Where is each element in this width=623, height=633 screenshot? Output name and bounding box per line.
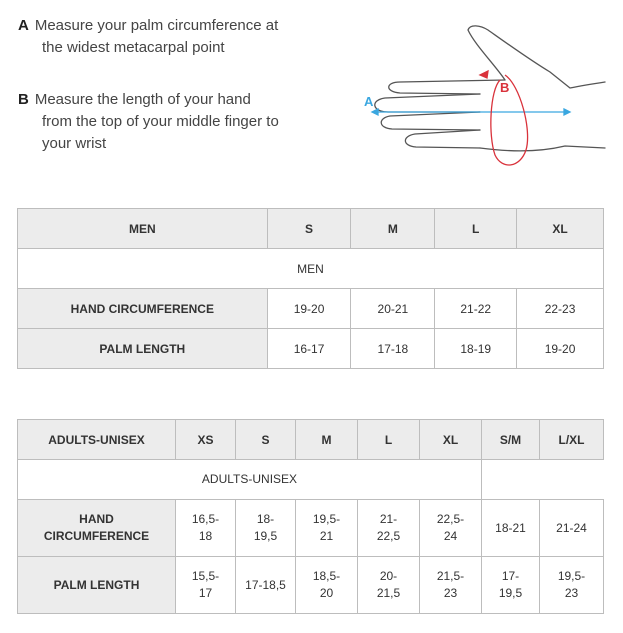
table-cell: [420, 500, 482, 557]
cell-line: 19,5-: [557, 569, 586, 583]
table-row: [18, 289, 604, 329]
unisex-header-cell: M: [296, 420, 358, 460]
unisex-header-cell: XL: [420, 420, 482, 460]
unisex-section-row: [18, 460, 604, 500]
table-row: [18, 557, 604, 614]
instruction-b: [18, 89, 279, 155]
cell-line: 15,5-: [191, 569, 220, 583]
cell-line: 19,5: [498, 586, 523, 600]
table-cell: 17-18,5: [236, 557, 296, 614]
table-cell: 18-19: [435, 329, 517, 369]
unisex-header-cell: L: [358, 420, 420, 460]
cell-line: 21,5: [376, 586, 401, 600]
cell-line: 17-: [501, 569, 520, 583]
table-cell: 22-23: [517, 289, 604, 329]
men-header-row: [18, 209, 604, 249]
table-cell: [296, 500, 358, 557]
table-cell: [358, 500, 420, 557]
empty-cell: [482, 460, 604, 500]
instruction-a-line1: Measure your palm circumference at: [34, 17, 279, 34]
hand-outline-icon: [375, 26, 605, 151]
table-cell: 21-24: [540, 500, 604, 557]
table-row: [18, 329, 604, 369]
table-cell: [176, 500, 236, 557]
cell-line: 20-: [379, 569, 398, 583]
table-cell: 19-20: [517, 329, 604, 369]
instruction-a-line2: the widest metacarpal point: [42, 39, 225, 56]
instruction-a-letter: A: [18, 17, 29, 34]
cell-line: 19,5-: [312, 512, 341, 526]
cell-line: 21-: [379, 512, 398, 526]
unisex-header-row: [18, 420, 604, 460]
unisex-header-cell: S/M: [482, 420, 540, 460]
men-section-label: MEN: [18, 249, 604, 289]
cell-line: 18,5-: [312, 569, 341, 583]
row-label: HAND CIRCUMFERENCE: [18, 289, 268, 329]
table-cell: 20-21: [351, 289, 435, 329]
unisex-header-cell: ADULTS-UNISEX: [18, 420, 176, 460]
table-cell: [296, 557, 358, 614]
cell-line: 19,5: [253, 529, 278, 543]
cell-line: 21: [319, 529, 334, 543]
men-header-cell: XL: [517, 209, 604, 249]
unisex-size-table: [17, 419, 604, 614]
men-header-cell: MEN: [18, 209, 268, 249]
cell-line: 21,5-: [436, 569, 465, 583]
cell-line: 23: [564, 586, 579, 600]
men-size-table: [17, 208, 604, 369]
table-cell: 21-22: [435, 289, 517, 329]
cell-line: 23: [443, 586, 458, 600]
men-header-cell: L: [435, 209, 517, 249]
cell-line: 16,5-: [191, 512, 220, 526]
men-header-cell: M: [351, 209, 435, 249]
cell-line: 18: [198, 529, 213, 543]
table-cell: [358, 557, 420, 614]
table-row: [18, 500, 604, 557]
unisex-header-cell: S: [236, 420, 296, 460]
cell-line: 24: [443, 529, 458, 543]
table-cell: [482, 557, 540, 614]
cell-line: 17: [198, 586, 213, 600]
row-label-line: HAND: [79, 512, 114, 526]
table-cell: 16-17: [267, 329, 351, 369]
row-label: PALM LENGTH: [18, 557, 176, 614]
row-label: [18, 500, 176, 557]
row-label-line: CIRCUMFERENCE: [43, 529, 150, 543]
table-cell: 18-21: [482, 500, 540, 557]
table-cell: [420, 557, 482, 614]
cell-line: 22,5: [376, 529, 401, 543]
measurement-a-arrow: [372, 109, 570, 115]
measurement-b-label: B: [500, 80, 510, 95]
instruction-b-line3: your wrist: [42, 135, 107, 152]
cell-line: 18-: [256, 512, 275, 526]
men-header-cell: S: [267, 209, 351, 249]
table-cell: 17-18: [351, 329, 435, 369]
table-cell: [540, 557, 604, 614]
hand-measurement-diagram: [330, 20, 610, 170]
cell-line: 20: [319, 586, 334, 600]
table-cell: [176, 557, 236, 614]
cell-line: 22,5-: [436, 512, 465, 526]
instruction-b-line2: from the top of your middle finger to: [42, 113, 279, 130]
table-cell: 19-20: [267, 289, 351, 329]
instruction-b-line1: Measure the length of your hand: [34, 91, 251, 108]
unisex-header-cell: L/XL: [540, 420, 604, 460]
instruction-b-letter: B: [18, 91, 29, 108]
unisex-header-cell: XS: [176, 420, 236, 460]
men-section-row: [18, 249, 604, 289]
row-label: PALM LENGTH: [18, 329, 268, 369]
table-cell: [236, 500, 296, 557]
unisex-section-label: ADULTS-UNISEX: [18, 460, 482, 500]
measurement-a-label: A: [364, 94, 374, 109]
instruction-a: [18, 15, 278, 59]
